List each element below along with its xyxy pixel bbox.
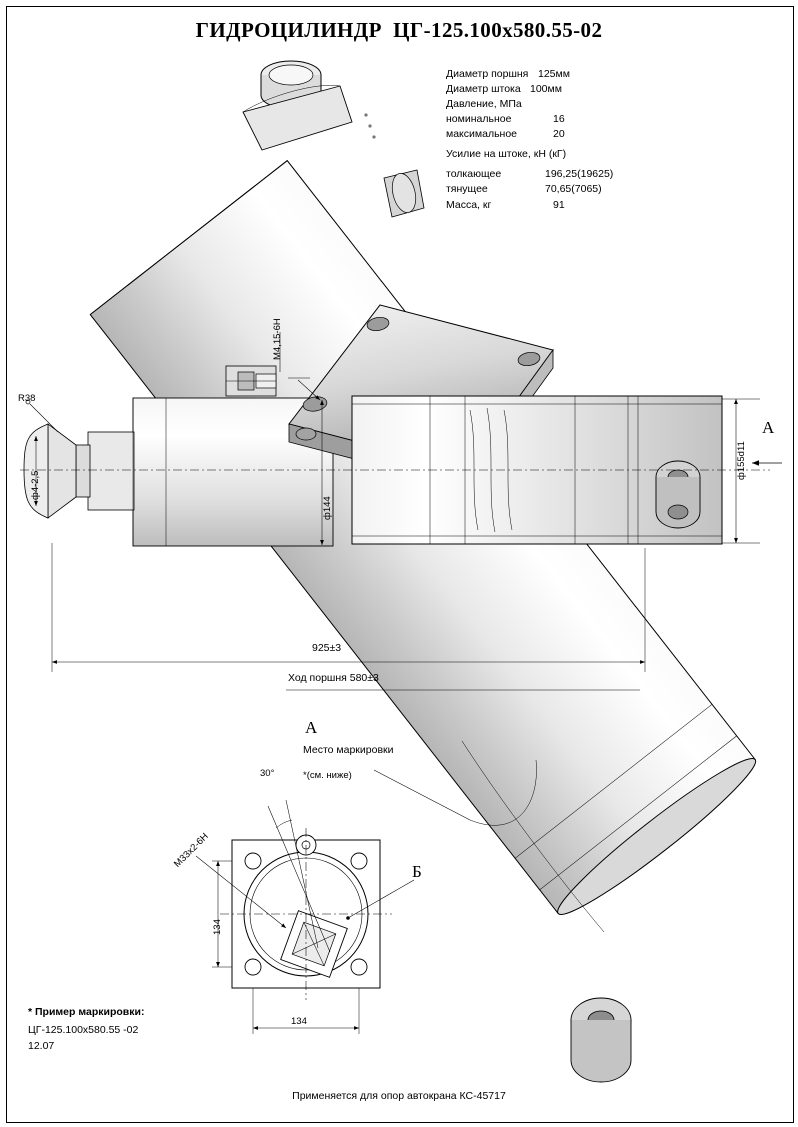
spec-value-6: 196,25(19625) xyxy=(545,168,614,180)
section-b-label: Б xyxy=(412,862,422,881)
marking-example-line1: ЦГ-125.100х580.55 -02 xyxy=(28,1024,139,1036)
valve-block xyxy=(226,366,276,396)
spec-value-4: 20 xyxy=(553,128,565,140)
spec-label-0: Диаметр поршня xyxy=(446,68,529,80)
marking-example-line2: 12.07 xyxy=(28,1040,55,1052)
marking-example-title: * Пример маркировки: xyxy=(28,1006,145,1018)
section-a-label-right: А xyxy=(762,418,775,437)
dim-thread-rod-label: М4,15-6Н xyxy=(272,318,283,360)
dim-stroke-label: Ход поршня 580±3 xyxy=(288,672,379,684)
spec-value-0: 125мм xyxy=(538,68,570,80)
spec-value-3: 16 xyxy=(553,113,565,125)
spec-label-3: номинальное xyxy=(446,113,512,125)
eye-bushing xyxy=(656,461,700,528)
spec-value-8: 91 xyxy=(553,199,565,211)
see-below-note: *(см. ниже) xyxy=(303,770,352,781)
spec-label-1: Диаметр штока xyxy=(446,83,521,95)
port-boss xyxy=(384,170,424,217)
marking-place-note: Место маркировки xyxy=(303,744,394,756)
bottom-eye xyxy=(571,998,631,1082)
footer-note: Применяется для опор автокрана КС-45717 xyxy=(292,1090,506,1102)
section-a-label-bottom: А xyxy=(305,718,318,737)
spec-label-2: Давление, МПа xyxy=(446,98,522,110)
dim-total-length-label: 925±3 xyxy=(312,642,342,654)
spec-value-7: 70,65(7065) xyxy=(545,183,602,195)
spec-label-8: Масса, кг xyxy=(446,199,492,211)
spec-value-1: 100мм xyxy=(530,83,562,95)
dim-r38-label: R38 xyxy=(18,393,36,404)
dim-d155-label: ф155d11 xyxy=(736,441,747,480)
spec-label-6: толкающее xyxy=(446,168,502,180)
dim-d42-5-label: ф4-2,5 xyxy=(30,470,41,500)
dim-d144-label: ф144 xyxy=(322,496,333,520)
angle-30-label: 30° xyxy=(260,768,275,779)
spec-label-5: Усилие на штоке, кН (кГ) xyxy=(446,148,567,160)
dim-134-horizontal-label: 134 xyxy=(291,1016,307,1027)
page-title: ГИДРОЦИЛИНДР ЦГ-125.100х580.55-02 xyxy=(195,18,603,42)
spec-label-4: максимальное xyxy=(446,128,518,140)
thread-m33-label: М33х2-6Н xyxy=(172,831,211,870)
spec-label-7: тянущее xyxy=(446,183,488,195)
dim-134-vertical-label: 134 xyxy=(212,919,223,935)
rod-assembly xyxy=(24,398,333,546)
